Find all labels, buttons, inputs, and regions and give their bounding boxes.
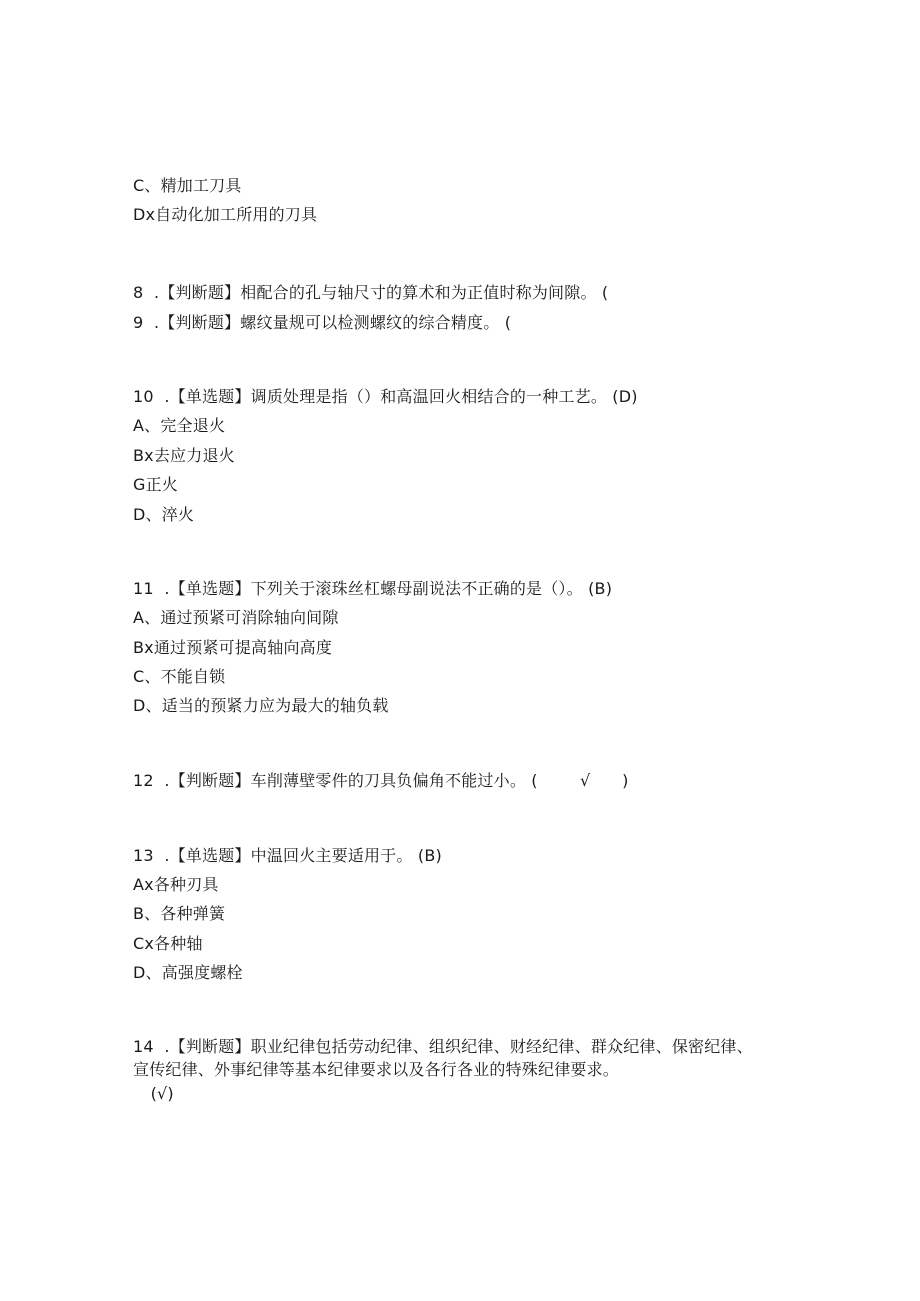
q14-question-line2: 宣传纪律、外事纪律等基本纪律要求以及各行各业的特殊纪律要求。 [133, 1060, 620, 1079]
q11-option-a: A、通过预紧可消除轴向间隙 [133, 608, 339, 627]
q10-option-a: A、完全退火 [133, 416, 226, 435]
q13-option-c: Cx各种轴 [133, 934, 203, 953]
q10-option-b: Bx去应力退火 [133, 446, 235, 465]
q7-option-d: Dx自动化加工所用的刀具 [133, 205, 318, 224]
q14-question-line1: 14 .【判断题】职业纪律包括劳动纪律、组织纪律、财经纪律、群众纪律、保密纪律、 [133, 1037, 753, 1056]
q11-option-c: C、不能自锁 [133, 667, 226, 686]
q9-question: 9 .【判断题】螺纹量规可以检测螺纹的综合精度。 ( [133, 313, 512, 332]
q7-option-c: C、精加工刀具 [133, 176, 242, 195]
q11-option-d: D、适当的预紧力应为最大的轴负载 [133, 696, 389, 715]
q10-question: 10 .【单选题】调质处理是指（）和高温回火相结合的一种工艺。 (D) [133, 387, 638, 406]
q13-option-d: D、高强度螺栓 [133, 963, 243, 982]
q13-option-b: B、各种弹簧 [133, 904, 226, 923]
q8-question: 8 .【判断题】相配合的孔与轴尺寸的算术和为正值时称为间隙。 ( [133, 283, 609, 302]
q13-option-a: Ax各种刃具 [133, 875, 219, 894]
q13-question: 13 .【单选题】中温回火主要适用于。 (B) [133, 846, 442, 865]
q14-answer: (√) [140, 1084, 174, 1103]
q11-question: 11 .【单选题】下列关于滚珠丝杠螺母副说法不正确的是（）。 (B) [133, 579, 613, 598]
q11-option-b: Bx通过预紧可提高轴向高度 [133, 638, 333, 657]
q10-option-c: G正火 [133, 475, 178, 494]
q12-question: 12 .【判断题】车削薄壁零件的刀具负偏角不能过小。 ( √ ) [133, 771, 629, 790]
q10-option-d: D、淬火 [133, 505, 195, 524]
